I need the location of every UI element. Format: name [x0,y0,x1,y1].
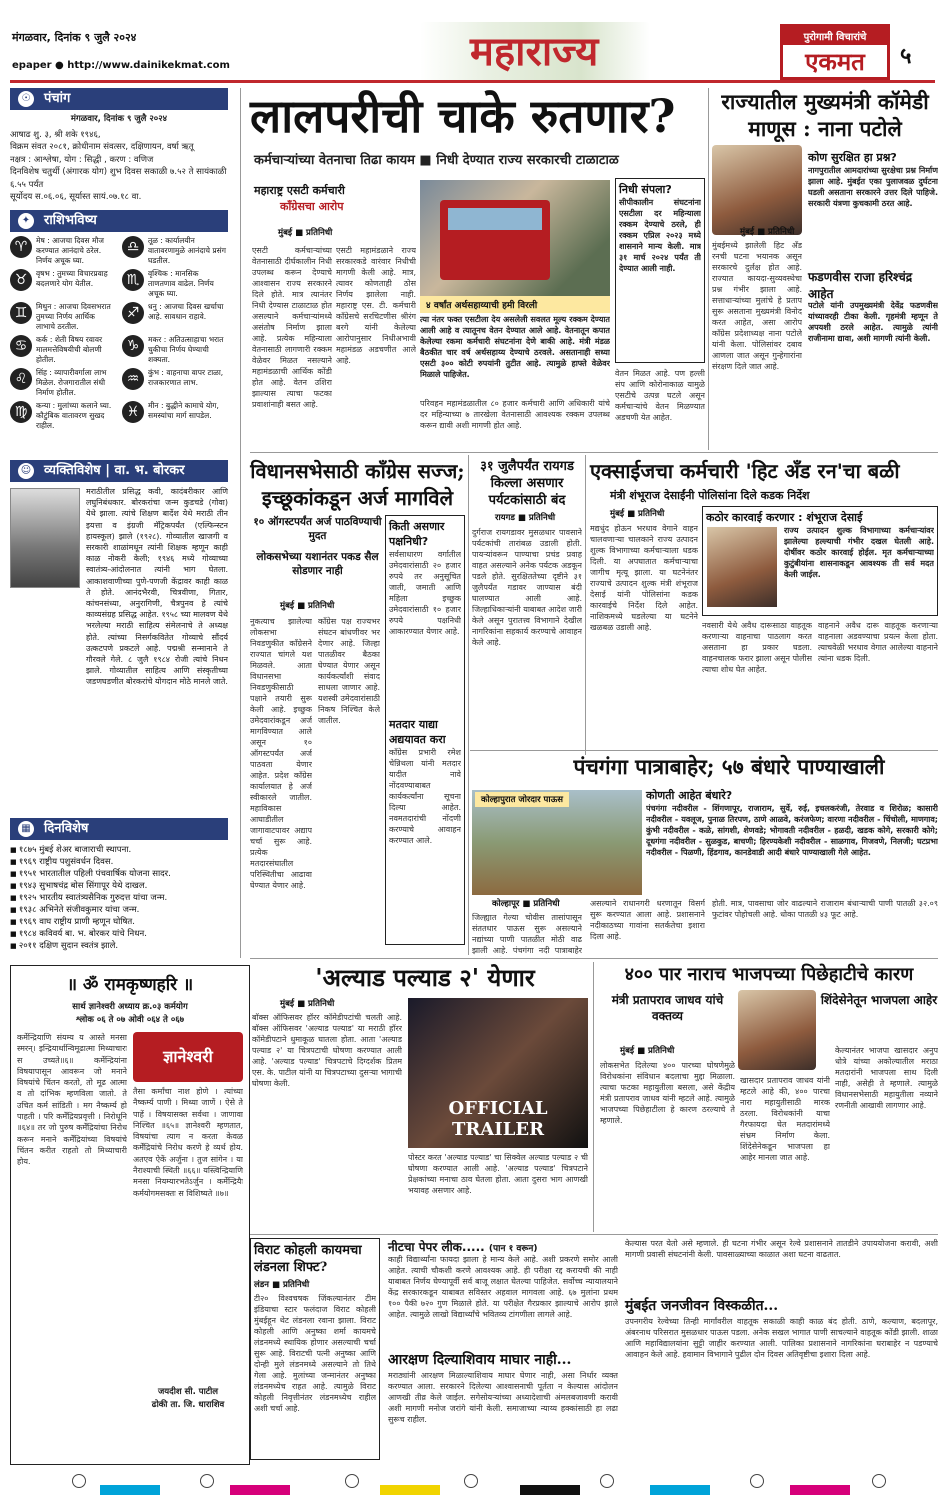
ramkrishnahari-title: ॥ ॐ रामकृष्णहरि ॥ [66,975,194,995]
col-divider [585,455,586,755]
kohli-byline: लंडन ■ प्रतिनिधी [254,1280,310,1290]
newspaper-logo [780,24,890,80]
dinvishesh-section [10,818,228,952]
raigad-headline: ३१ जुलैपर्यंत रायगड किल्ला असणार पर्यटकांसाठी बंद [480,459,574,508]
dinvishesh-item: ■ १९६९ राष्ट्रीय पशुसंवर्धन दिवस. [10,856,228,868]
zodiac-symbol-icon: ♍ [10,401,32,423]
alyad-poster [408,998,588,1148]
epaper-label: epaper [12,60,52,71]
registration-mark [200,1474,214,1488]
author-name: जयदीश सी. पाटील [157,1387,219,1397]
desai-head: कठोर कारवाई करणार : शंभूराज देसाई [706,511,863,524]
dinvishesh-header: ▦ दिनविशेष [10,818,228,840]
kohli-text: टी२० विश्वचषक जिंकल्यानंतर टीम इंडियाचा स्टार फलंदाज विराट कोहली मुंबईहून थेट लंडनला रवाना झाला. विराट कोहली आणि अनुष्का शर्मा कायमचे लंडनमध्ये स्थायिक होणार असल्याची चर्चा सुरू आहे. विराटची पत्नी अनुष्का आणि दोन्ही मुले लंडनमध्ये असल्याने तो तिथे गेला आहे. मुलांच्या जन्मानंतर अनुष्का लंडनमध्येच राहत आहे. त्यामुळे विराट कोहली निवृत्तीनंतर लंडनमध्येच राहील अशी चर्चा आहे. [254,1294,376,1413]
lead-body-col1: एसटी कर्मचाऱ्यांच्या वेतनासाठी दीर्घकालीन निधी उपलब्ध करून देण्याचे आश्वासन राज्य सरकारने दिले होते. मात्र त्यानंतर निधी देण्यास टाळाटाळ होत असल्याने कर्मचाऱ्यांमध्ये असंतोष निर्माण झाला आहे. प्रत्येक महिन्याला वेतनासाठी लागणारी रक्कम वेळेवर मिळत नसल्याने महामंडळाची आर्थिक कोंडी होत आहे. वेतन उशिरा झाल्यास त्याचा फटका प्रवाशांनाही बसत आहे. [252,246,332,409]
zodiac-symbol-icon: ♏ [122,269,144,291]
bjp-col3: केल्यानंतर भाजपा खासदार अनुप धोत्रे यांच्या अकोल्यातील मराठा मतदारांनी भाजपला साथ दिली नाही, असेही ते म्हणाले. त्यामुळे विधानसभेसाठी महायुतीला नव्याने रणनीती आखावी लागणार आहे. [835,1046,938,1110]
bjp-sub1: मंत्री प्रतापराव जाधव यांचे वक्तव्य [611,993,724,1023]
cm-headline: राज्यातील मुख्यमंत्री कॉमेडी माणूस : नाना पटोले [721,89,929,141]
panchganga-col3: होती. मात्र, पावसाचा जोर वाढल्याने राजाराम बंधाऱ्याची पाणी पातळी ३२.०९ फुटांवर पोहोचली आहे. धोका पातळी ४३ फूट आहे. [712,899,938,919]
zodiac-icon: ✦ [18,213,34,229]
kohli-headline: विराट कोहली कायमचा लंडनला शिफ्ट? [254,1243,362,1275]
registration-mark [345,1474,359,1488]
vyaktivishesh-header: ☺ व्यक्तिविशेष | वा. भ. बोरकर [10,460,228,482]
panchang-icon: ☉ [18,91,34,107]
row2-divider [250,958,938,959]
bjp-byline: मुंबई ■ प्रतिनिधी [620,1046,675,1056]
congress-sub1: १० ऑगस्टपर्यंत अर्ज पाठविण्याची मुदत [253,516,382,542]
lead-body-col4: वेतन मिळत आहे. पण हल्ली संप आणि कोरोनाकाळ यामुळे एसटीचे उत्पन्न घटले असून कर्मचाऱ्यांचे वेतन मिळण्यात अडचणी येत आहेत. [615,369,705,422]
color-bar-cyan [100,1485,160,1495]
registration-mark [750,1474,764,1488]
registration-mark [600,1474,614,1488]
panchang-line: विक्रम संवत २०८१, क्रोधीनाम संवत्सर, दक्षिणायन, वर्षा ऋतू [10,142,194,152]
bus-window [448,208,542,230]
desai-photo [707,527,777,607]
portrait-photo [10,488,80,588]
dinvishesh-item: ■ २०११ दक्षिण सुदान स्वतंत्र झाले. [10,940,228,952]
dinvishesh-item: ■ १९२५ भारतीय स्वातंत्र्यसैनिक गुरुदत्त यांचा जन्म. [10,892,228,904]
ramkrishnahari-sub1: सार्थ ज्ञानेश्वरी अध्याय क्र.०३ कर्मयोग [72,1002,188,1012]
rashi-item: ♋ कर्क : शेती विषय रवावर मालमत्तेविषयीची बोलणी होतील. [10,335,116,365]
lead-body-col3: परिवहन महामंडळातील ८० हजार कर्मचारी आणि अधिकारी यांचे दर महिन्याच्या ७ तारखेला वेतनासाठी आवश्यक रक्कम उपलब्ध करून द्यावी अशी मागणी होत आहे. [420,399,610,430]
dnyaneshwari-col2: तैसा कर्मांचा नाश होणे । त्यांच्या नैष्कर्म्य पाणी । मिथ्या जाणें । ऐसे ते पाहें । विषयासक्त सर्वथा । जाणावा निश्चित ॥६५॥ ज्ञानेश्वरी म्हणतात, विषयांचा त्याग न करता केवळ कर्मेंद्रियांचे निरोध करणे हे व्यर्थ होय. अतएव ऐकें अर्जुना । तुज सांगेन । या नैराश्याची स्थिती ॥६६॥ यस्त्विन्द्रियाणि मनसा नियम्यारभतेऽर्जुन । कर्मेन्द्रियैः कर्मयोगमसक्तः स विशिष्यते ॥७॥ [133,1087,243,1198]
dinvishesh-item: ■ १८७५ मुंबई शेअर बाजाराची स्थापना. [10,844,228,856]
neet-headline: नीटचा पेपर लीक..... (पान १ वरून) [388,1240,538,1254]
rashi-item: ♓ मीन : बुद्धीने कामाचे योग, समस्यांचा मार्ग सापडेल. [122,401,228,431]
pakshanidhi-box [385,515,465,945]
congress-byline: मुंबई ■ प्रतिनिधी [280,601,335,611]
zodiac-symbol-icon: ♒ [122,368,144,390]
rashi-item: ♏ वृश्चिक : मानसिक ताणतणाव वाढेल. निर्णय अचूक घ्या. [122,269,228,299]
fadnavis-text: पटोले यांनी उपमुख्यमंत्री देवेंद्र फडणवीस यांच्यावरही टीका केली. गृहमंत्री म्हणून ते अपयशी ठरले आहेत. त्यामुळे त्यांनी राजीनामा द्यावा, अशी मागणी त्यांनी केली. [808,301,938,343]
masthead-date: मंगळवार, दिनांक ९ जुलै २०२४ [12,31,137,44]
patole-photo [712,145,802,235]
panchganga-col1: जिल्ह्यात गेल्या चोवीस तासांपासून संततधार पाऊस सुरू असल्याने नद्यांच्या पाणी पातळीत मोठी वाढ झाली आहे. पंचगंगा नदी पात्राबाहेर [472,913,582,955]
panchang-section [10,88,228,204]
lead-photo-bus [420,180,610,300]
rashi-item: ♊ मिथुन : आजचा दिवसभरात तुमच्या निर्णय आर्थिक लाभाचे ठरतील. [10,302,116,332]
hitrun-headline: एक्साईजचा कर्मचारी 'हिट अँड रन'चा बळी [590,459,900,483]
dnyaneshwari-badge: ज्ञानेश्वरी [133,1032,243,1082]
lead-kicker2: काँग्रेसचा आरोप [280,200,344,213]
rashi-item: ♌ सिंह : व्यापारीवर्गाला लाभ मिळेल. रोजगारातील संधी निर्माण होतील. [10,368,116,398]
registration-mark [872,1474,886,1488]
ramkrishnahari-sub2: श्लोक ०६ ते ०७ ओवी ०६४ ते ०६७ [75,1014,185,1025]
bjp-col1: लोकसभेत दिलेल्या ४०० पारच्या घोषणेमुळे विरोधकांना संविधान बदलाचा मुद्दा मिळाला. त्याचा फटका महायुतीला बसला, असे केंद्रीय मंत्री प्रतापराव जाधव यांनी म्हटले आहे. त्यामुळे भाजपच्या पिछेहाटीला हे कारण ठरल्याचे ते म्हणाले. [600,1061,735,1125]
cm-question-text: नागपुरातील आमदारांच्या सुरक्षेचा प्रश्न निर्माण झाला आहे. मुंबईत एका पुलाजवळ दुर्घटना घडली असताना सरकारने उत्तर दिले पाहिजे. सरकारी यंत्रणा कुचकामी ठरत आहे. [808,166,938,208]
neet-text: काही विद्यार्थ्यांना फायदा झाला हे मान्य केले आहे. अशी प्रकरणे समोर आली आहेत. त्याची चौकशी करणे आवश्यक आहे. ही परीक्षा रद्द करायची की नाही याबाबत निर्णय घेण्यापूर्वी सर्व बाजू लक्षात घेतल्या पाहिजेत. सर्वोच्च न्यायालयाने केंद्र सरकारकडून याबाबत सविस्तर अहवाल मागवला आहे. ६७ मुलांना प्रथम १०० पैकी ७२० गुण मिळाले होते. या परीक्षेत गैरप्रकार झाल्याचे आरोप झाले आहेत. त्यामुळे लाखो विद्यार्थ्यांचे भवितव्य टांगणीला लागले आहे. [388,1255,618,1319]
lead-sidebox [615,178,705,363]
author-place: ढोकी ता. जि. धाराशिव [151,1399,225,1410]
bjp-headline: ४०० पार नाराच भाजपच्या पिछेहाटीचे कारण [624,964,914,985]
rashi-grid [10,236,228,431]
zodiac-symbol-icon: ♋ [10,335,32,357]
dinvishesh-item: ■ १९८४ कविवर्य बा. भ. बोरकर यांचे निधन. [10,928,228,940]
zodiac-symbol-icon: ♐ [122,302,144,324]
cm-question-head: कोण सुरक्षित हा प्रश्न? [808,151,897,164]
alyad-byline: मुंबई ■ प्रतिनिधी [280,999,335,1009]
registration-mark [464,1474,478,1488]
lead-body-col2: एसटी महामंडळाने राज्य सरकारकडे वारंवार निधीची मागणी केली आहे. मात्र, त्यावर कोणताही ठोस निर्णय झालेला नाही. महाराष्ट्र एस. टी. कर्मचारी काँग्रेसचे सरचिटणीस श्रीरंग बरगे यांनी केलेल्या आरोपानुसार निधीअभावी महामंडळ अडचणीत आले आहे. [336,246,416,365]
voterlist-head: मतदार याद्या अद्ययावत करा [389,718,446,746]
reservation-headline: आरक्षण दिल्याशिवाय माघार नाही... [388,1352,572,1368]
zodiac-symbol-icon: ♈ [10,236,32,258]
pakshanidhi-text: सर्वसाधारण वर्गातील उमेदवारांसाठी २० हजार रुपये तर अनुसूचित जाती, जमाती आणि महिला इच्छुक उमेदवारांसाठी १० हजार रुपये पक्षनिधी आकारण्यात येणार आहे. [389,550,461,636]
bjp-col2: खासदार प्रतापराव जाधव यांनी म्हटले आहे की, ४०० पारचा नारा महायुतीसाठी मारक ठरला. विरोधकांनी याचा गैरफायदा घेत मतदारांमध्ये संभ्रम निर्माण केला. शिंदेसेनेकडून भाजपला हा आहेर मानला जात आहे. [740,1076,830,1162]
trailer-banner: OFFICIAL TRAILER [448,1098,548,1140]
row3-divider [250,1234,938,1235]
rashi-item: ♎ तूळ : कार्यालयीन वातावरणामुळे आनंदाचे प्रसंग घडतील. [122,236,228,266]
color-bar-black [520,1485,580,1495]
rashi-item: ♒ कुंभ : वाहनाचा वापर टाळा, राजकारणात लाभ. [122,368,228,398]
registration-mark [72,1474,86,1488]
panchang-line: दिनविशेष चतुर्थी (अंगारक योग) शुभ दिवस सकाळी ७.५२ ते सायंकाळी ६.५५ पर्यंत [10,167,227,190]
vyaktivishesh-text: मराठीतील प्रसिद्ध कवी, कादंबरीकार आणि लघुनिबंधकार. बोरकरांचा जन्म कुडचडे (गोवा) येथे झाला. त्यांचे शिक्षण बार्देश येथे मराठी तीन इयत्ता व इंग्रजी मॅट्रिकपर्यंत (एल्फिन्स्टन हायस्कूल) झाले (१९२८). गोव्यातील खाजगी व सरकारी शाळांमधून त्यांनी शिक्षक म्हणून काही काळ नोकरी केली; १९४६ मध्ये गोव्याच्या स्वातंत्र्य-आंदोलनात त्यांनी भाग घेतला. आकाशवाणीच्या पुणे-पणजी केंद्रावर काही काळ ते होते. आनंदभैरवी, चित्रवीणा, गितार, कांचनसंध्या, अनुरागिणी, चैत्रपुनव हे त्यांचे काव्यसंग्रह प्रसिद्ध आहेत. १९५८ च्या मालवण येथे भरलेल्या मराठी साहित्य संमेलनाचे ते अध्यक्ष होते. त्यांच्या निसर्गकवितेत गोव्याचे सौंदर्य उत्कटपणे प्रकटले आहे. पद्मश्री सन्मानाने ते गौरवले गेले. ८ जुलै १९८४ रोजी त्यांचे निधन झाले. गोव्यातील साहित्य आणि संस्कृतीच्या जडणघडणीत बोरकरांचे योगदान मोठे मानले जाते. [86,487,228,687]
flood-photo-label: कोल्हापुरात जोरदार पाऊस [475,792,569,807]
raigad-text: दुर्गराज रायगडावर मुसळधार पावसाने पर्यटकांची तारांबळ उडाली होती. पायऱ्यांवरून पाण्याचा प्रचंड प्रवाह वाहत असल्याने अनेक पर्यटक अडकून पडले होते. सुरक्षिततेच्या दृष्टीने ३१ जुलैपर्यंत गडावर जाण्यास बंदी घालण्यात आली आहे. जिल्हाधिकाऱ्यांनी याबाबत आदेश जारी केले असून पुरातत्त्व विभागाने देखील नागरिकांना सहकार्य करण्याचे आवाहन केले आहे. [472,528,582,647]
kohli-box [250,1238,380,1460]
panchang-line: नक्षत्र : आश्लेषा, योग : सिद्धी , करण : वणिज [10,154,154,165]
hitrun-col3: वाहनाने अवैध दारू वाहतूक करणाऱ्या वाहनाला अडवण्याचा प्रयत्न केला होता. त्याचवेळी भरधाव वेगात आलेल्या वाहनाने त्यांना धडक दिली. [818,621,938,663]
calendar-icon: ▦ [18,821,34,837]
fadnavis-head: फडणवीस राजा हरिश्चंद्र आहेत [808,270,913,301]
mumbai-text2: उपनगरीय रेल्वेच्या तिन्ही मार्गांवरील वाहतूक सकाळी काही काळ बंद होती. ठाणे, कल्याण, बदलापूर, अंबरनाथ परिसरात मुसळधार पाऊस पडला. अनेक सखल भागात पाणी साचल्याने वाहतूक कोंडी झाली. शाळा आणि महाविद्यालयांना सुट्टी जाहीर करण्यात आली. पालिका प्रशासनाने नागरिकांना घराबाहेर न पडण्याचे आवाहन केले आहे. हवामान विभागाने पुढील दोन दिवस अतिवृष्टीचा इशारा दिला आहे. [625,1317,938,1359]
reservation-text: मराठ्यांनी आरक्षण मिळाल्याशिवाय माघार घेणार नाही, असा निर्धार व्यक्त करण्यात आला. सरकारने दिलेल्या आश्वासनाची पूर्तता न केल्यास आंदोलन आणखी तीव्र केले जाईल. सगेसोयऱ्यांच्या अध्यादेशाची अंमलबजावणी करावी अशी मागणी मनोज जरांगे यांनी केली. समाजाच्या न्याय्य हक्कांसाठी हा लढा सुरूच राहील. [388,1371,618,1424]
hitrun-byline: मुंबई ■ प्रतिनिधी [610,509,665,519]
color-bar-yellow [380,1485,440,1495]
panchganga-rule [470,750,938,751]
color-bar-magenta [790,1485,850,1495]
hitrun-col2: नवसारी येथे अवैध दारूसाठा वाहतूक करणाऱ्या वाहनाचा पाठलाग करत असताना हा प्रकार घडला. वाहनचालक फरार झाला असून पोलीस त्याचा शोध घेत आहेत. [702,621,812,674]
alyad-headline: 'अल्याड पल्याड २' येणार [315,963,535,992]
lead-byline: मुंबई ■ प्रतिनिधी [278,228,333,238]
desai-text: राज्य उत्पादन शुल्क विभागाच्या कर्मचाऱ्यांवर झालेल्या हल्ल्याची गंभीर दखल घेतली आहे. दोषींवर कठोर कारवाई होईल. मृत कर्मचाऱ्याच्या कुटुंबीयांना शासनाकडून आवश्यक ती सर्व मदत केली जाईल. [784,526,934,579]
zodiac-symbol-icon: ♉ [10,269,32,291]
color-bar-cyan [650,1485,710,1495]
panchang-date: मंगळवार, दिनांक ९ जुलै २०२४ [70,114,168,124]
dnyaneshwari-col1: कर्मेन्द्रियाणि संयम्य य आस्ते मनसा स्मरन्। इन्द्रियार्थान्विमूढात्मा मिथ्याचारः स उच्यते॥६॥ कर्मेन्द्रियांना विषयापासून आवरून जो मनाने विषयांचे चिंतन करतो, तो मूढ आत्मा व तो दांभिक म्हणविला जातो. ते उचित कर्म सांडिती । मग नैष्कर्म्य हो पाहती । परि कर्मेंद्रियप्रवृत्ती । निरोधूनि ॥६४॥ तर जो पुरुष कर्मेंद्रियांचा निरोध करून मनाने कर्मेंद्रियांच्या विषयांचे चिंतन करीत राहतो तो मिथ्याचारी होय. [17,1033,127,1167]
section-title: महाराज्य [470,28,599,75]
dinvishesh-item: ■ १९४३ सुभाषचंद्र बोस सिंगापूर येथे दाखल. [10,880,228,892]
dinvishesh-item: ■ १९३८ अभिनेते संजीवकुमार यांचा जन्म. [10,904,228,916]
lead-kicker1: महाराष्ट्र एसटी कर्मचारी [254,184,345,197]
header-rule [10,80,935,83]
hitrun-col1: मद्यधुंद होऊन भरधाव वेगाने वाहन चालवणाऱ्या चालकाने राज्य उत्पादन शुल्क विभागाच्या कर्मचाऱ्याला धडक दिली. या अपघातात कर्मचाऱ्याचा जागीच मृत्यू झाला. या घटनेनंतर राज्याचे उत्पादन शुल्क मंत्री शंभूराज देसाई यांनी पोलिसांना कडक कारवाईचे निर्देश दिले आहेत. नाशिकमध्ये घडलेल्या या घटनेने खळबळ उडाली आहे. [590,524,698,632]
rashi-item: ♈ मेष : आजचा दिवस मौज करण्यात आनंदाचे ठरेल. निर्णय अचूक घ्या. [10,236,116,266]
congress-sub2: लोकसभेच्या यशानंतर पकड सैल सोडणार नाही [256,551,379,577]
vyaktivishesh-subject: वा. भ. बोरकर [114,463,185,478]
voterlist-text: काँग्रेस प्रभारी रमेश चेन्निथला यांनी मतदार यादीत नावे नोंदवण्याबाबत कार्यकर्त्यांना सूचना दिल्या आहेत. नवमतदारांची नोंदणी करण्याचे आवाहन करण्यात आले. [389,748,461,845]
website-url: http://www.dainikekmat.com [67,60,230,71]
panchang-line: सूर्योदय स.०६.०६, सूर्यास्त सायं.०७.१८ वा. [10,192,142,202]
lead-headline: लालपरीची चाके रुतणार? [250,89,676,143]
neet-continued: (पान १ वरून) [488,1244,538,1254]
rashi-section [10,210,228,431]
rashi-item: ♍ कन्या : मुलांच्या कलाने घ्या. कौटुंबिक वातावरण सुखद राहील. [10,401,116,431]
lead-sidebox-text: सीपीकालीन संघटनांना एसटीला दर महिन्याला रक्कम देण्याचे ठरले, ही रक्कम एप्रिल २०२३ मध्ये शासनाने मान्य केली. मात्र ३१ मार्च २०२४ पर्यंत ती देण्यात आली नाही. [619,198,701,273]
alyad-col1: बॉक्स ऑफिसवर हॉरर कॉमेडीपटांची चलती आहे. बॉक्स ऑफिसवर 'अल्याड पल्याड' या मराठी हॉरर कॉमेडीपटाने धुमाकूळ घातला होता. आता 'अल्याड पल्याड २' या चित्रपटाची घोषणा करण्यात आली आहे. 'अल्याड पल्याड' चित्रपटाचे दिग्दर्शक प्रितम एस. के. पाटील यांनी या चित्रपटाच्या दुसऱ्या भागाची घोषणा केली. [252,1013,402,1088]
panchang-line: आषाढ शु. ३, श्री शके १९४६, [10,129,101,140]
zodiac-symbol-icon: ♑ [122,335,144,357]
logo-name: एकमत [805,47,865,76]
lead-deck: कर्मचाऱ्यांच्या वेतनाचा तिढा कायम ■ निधी देण्यात राज्य सरकारची टाळाटाळ [254,153,619,168]
person-icon: ☺ [18,463,34,479]
pakshanidhi-head: किती असणार पक्षनिधी? [389,520,445,548]
lead-photo-caption: ४ वर्षांत अर्थसहाय्याची हमी विरली [420,296,610,313]
congress-col2: काँग्रेस पक्ष राज्यभर संघटन बांधणीवर भर देणार आहे. जिल्हा पातळीवर बैठका घेण्यात येणार असून कार्यकर्त्यांशी संवाद साधला जाणार आहे. यशस्वी उमेदवारांसाठी निकष निश्चित केले जातील. [318,617,380,725]
rashi-header: ✦ राशिभविष्य [10,210,228,232]
sidebar-divider [240,88,241,958]
panchganga-col2: असल्याने राधानगरी धरणातून विसर्ग सुरू करण्यात आला आहे. प्रशासनाने नदीकाठच्या गावांना सतर्कतेचा इशारा दिला आहे. [590,899,705,941]
congress-headline: विधानसभेसाठी काँग्रेस सज्ज; इच्छूकांकडून अर्ज मागविले [250,459,465,510]
lead-sidebox-head: निधी संपला? [619,183,672,196]
dinvishesh-list [10,844,228,952]
mumbai-headline: मुंबईत जनजीवन विस्कळीत... [625,1298,779,1314]
rashi-item: ♉ वृषभ : तुमच्या विचारप्रवाह बदलणारे योग येतील. [10,269,116,299]
epaper-link[interactable]: epaper ● http://www.dainikekmat.com [12,60,230,71]
panchganga-byline: कोल्हापूर ■ प्रतिनिधी [492,899,560,909]
jadhav-photo [738,990,816,1070]
col-divider [593,962,594,1232]
vyaktivishesh-section [10,460,228,808]
raigad-byline: रायगड ■ प्रतिनिधी [495,513,556,523]
bandhare-text: पंचगंगा नदीवरील - शिंगणापूर, राजाराम, सुर्वे, रुई, इचलकरंजी, तेरवाड व शिरोळ; कासारी नदीवरील - यवलूज, पुनाळ तिरपण, ठाणे आळवे, करंजफेण; वारणा नदीवरील - चिंचोली, माणगाव; कुंभी नदीवरील - कळे, सांगशी, शेणवडे; भोगावती नदीवरील - हळदी, खडक कोगे, सरकारी कोगे; दूधगंगा नदीवरील - सुळकुड, बाचणी; हिरण्यकेशी नदीवरील - साळगाव, गिजवणे, निलजी; घटप्रभा नदीवरील - पिळणी, हिंडगाव, कानडेवाडी आदी बंधारे पाण्याखाली गेले आहेत. [646,804,938,857]
congress-col1: नुकत्याच झालेल्या लोकसभा निवडणुकीत काँग्रेसने राज्यात चांगले यश मिळवले. आता विधानसभा निवडणुकीसाठी पक्षाने तयारी सुरू केली आहे. इच्छुक उमेदवारांकडून अर्ज मागविण्यात आले असून १० ऑगस्टपर्यंत अर्ज पाठवता येणार आहेत. प्रदेश काँग्रेस कार्यालयात हे अर्ज स्वीकारले जातील. महाविकास आघाडीतील जागावाटपावर अद्याप चर्चा सुरू आहे. प्रत्येक मतदारसंघातील परिस्थितीचा आढावा घेण्यात येणार आहे. [250,617,312,890]
desai-box [702,506,938,616]
page-number: ५ [900,44,912,69]
bandhare-head: कोणती आहेत बंधारे? [646,789,733,802]
zodiac-symbol-icon: ♓ [122,401,144,423]
zodiac-symbol-icon: ♊ [10,302,32,324]
color-bar-magenta [230,1485,290,1495]
bjp-sub2: शिंदेसेनेतून भाजपला आहेर [820,993,938,1007]
zodiac-symbol-icon: ♎ [122,236,144,258]
dinvishesh-item: ■ १९६९ वाघ राष्ट्रीय प्राणी म्हणून घोषित. [10,916,228,928]
rashi-item: ♑ मकर : अतिउत्साहाचा भरात चुकीचा निर्णय घेण्याची शक्यता. [122,335,228,365]
logo-tagline: पुरोगामी विचारांचे [783,27,887,45]
rashi-item: ♐ धनु : आजचा दिवस खर्चाचा आहे. सावधान राहावे. [122,302,228,332]
ramkrishnahari-box [10,965,250,1465]
dinvishesh-item: ■ १९५१ भारतातील पहिली पंचवार्षिक योजना सादर. [10,868,228,880]
mumbai-text1: केल्यास परत येतो असे म्हणाले. ही घटना गंभीर असून रेल्वे प्रशासनाने तातडीने उपाययोजना करावी, अशी मागणी प्रवासी संघटनांनी केली. पावसाळ्याच्या काळात अशा घटना वाढतात. [625,1239,938,1259]
cm-byline: मुंबई ■ प्रतिनिधी [740,227,795,237]
panchang-header: ☉ पंचांग [10,88,228,110]
hitrun-deck: मंत्री शंभूराज देसाईंनी पोलिसांना दिले कडक निर्देश [610,489,810,502]
col-divider [468,455,469,955]
zodiac-symbol-icon: ♌ [10,368,32,390]
alyad-col2: पोस्टर करत 'अल्याड पल्याड' चा सिक्वेल अल्याड पल्याड २ ची घोषणा करण्यात आली आहे. 'अल्याड पल्याड' चित्रपटाने प्रेक्षकांच्या मनाचा ठाव घेतला होता. आता दुसरा भाग आणखी भयावह असणार आहे. [408,1153,588,1195]
lead-divider [708,88,709,450]
panchganga-headline: पंचगंगा पात्राबाहेर; ५७ बंधारे पाण्याखाली [573,754,885,779]
lead-photo-text: त्या नंतर फक्त एसटीला देय असलेली सवलत मूल्य रक्कम देण्यात आली आहे व त्यातूनच वेतन देण्यात आले आहे. वेतनातून कपात केलेल्या रकमा कर्मचारी संघटनांना देणे बाकी आहे. मंत्री मंडळ बैठकीत चार वर्ष अर्थसहाय्य देण्याचे ठरवले. असतानाही सध्या एसटी ३०० कोटी रुपयांनी तुटीत आहे. त्यामुळे हाफ्ते वेळेवर मिळाले पाहिजेत. [420,315,610,379]
cm-body: मुंबईमध्ये झालेली हिट अँड रनची घटना भयानक असून सरकारचे दुर्लक्ष होत आहे. राज्यात कायदा-सुव्यवस्थेचा प्रश्न गंभीर झाला आहे. सत्ताधाऱ्यांच्या मुलांचे हे प्रताप सुरू असताना मुख्यमंत्री विनोद करत आहेत, असा आरोप काँग्रेस प्रदेशाध्यक्ष नाना पटोले यांनी केला. पोलिसांवर दबाव आणला जात असून गुन्हेगारांना संरक्षण दिले जात आहे. [712,241,802,371]
row1-divider [250,452,938,453]
